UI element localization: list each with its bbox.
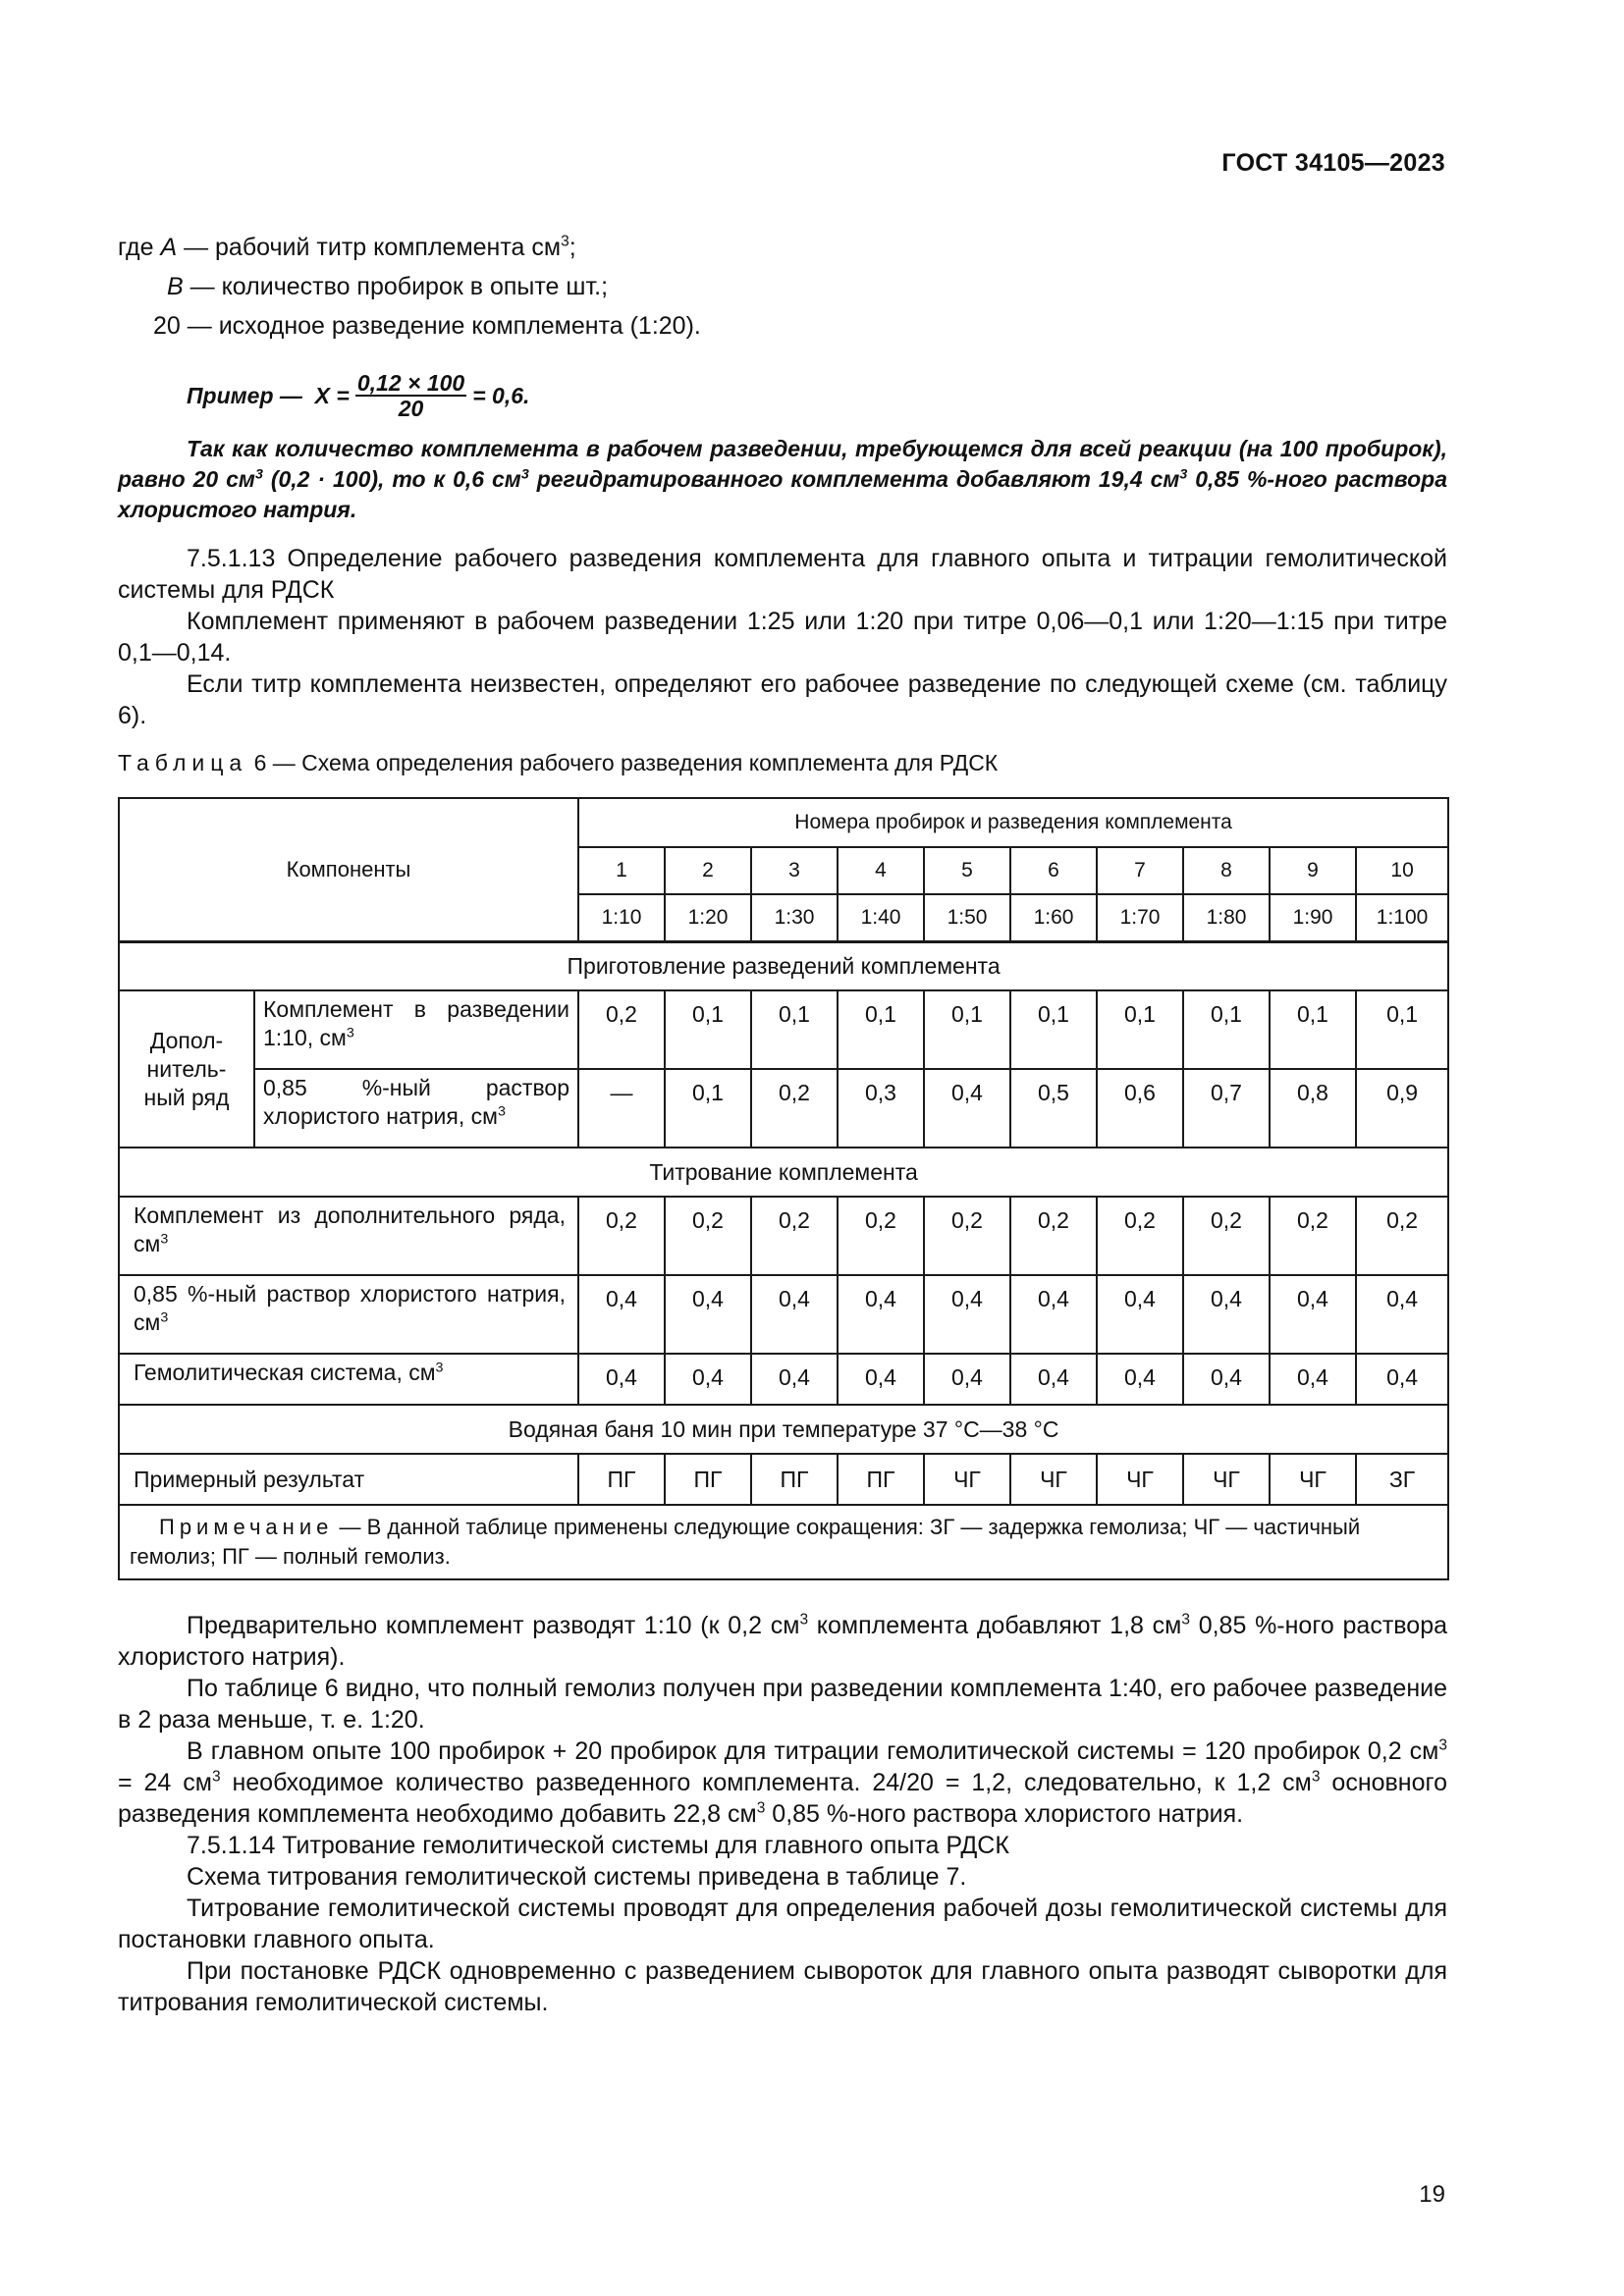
value-cell: 0,2 [578,1197,665,1275]
tube-number: 1 [578,847,665,894]
result-cell: ПГ [838,1454,924,1505]
table-6 [118,797,1449,1580]
value-cell: 0,2 [1010,1197,1097,1275]
table-row [119,1354,1448,1405]
note-row [119,1505,1448,1579]
dilution-cell: 1:60 [1010,894,1097,941]
value-cell: 0,2 [1270,1197,1356,1275]
components-header: Компоненты [119,798,578,941]
tube-number: 6 [1010,847,1097,894]
dilution-cell: 1:20 [665,894,751,941]
value-cell: — [578,1069,665,1148]
section-title-titration: Титрование комплемента [119,1148,1448,1197]
section-7-5-1-13 [118,543,1447,731]
water-bath-row [119,1405,1448,1454]
dilution-cell: 1:40 [838,894,924,941]
value-cell: 0,4 [924,1275,1010,1354]
table-row [119,1275,1448,1354]
section-title: 7.5.1.13 Определение рабочего разведения комплемента для главного опыта и титрации гемолитической системы для РДСК [118,545,1447,604]
lower-text-block [118,1610,1447,2018]
value-cell: 0,2 [665,1197,751,1275]
value-cell: 0,1 [1183,990,1270,1069]
value-cell: 0,1 [838,990,924,1069]
tube-number: 7 [1097,847,1183,894]
section-7-5-1-14-title: 7.5.1.14 Титрование гемолитической системы для главного опыта РДСК [187,1832,1009,1859]
section-row-preparation [119,941,1448,990]
section-7-5-1-14-paragraph-3: При постановке РДСК одновременно с разведением сывороток для главного опыта разводят сыворотки для титрования гемолитической системы. [118,1957,1447,2016]
value-cell: 0,2 [838,1197,924,1275]
dilution-cell: 1:90 [1270,894,1356,941]
value-cell: 0,4 [665,1275,751,1354]
tube-number: 4 [838,847,924,894]
dilution-cell: 1:50 [924,894,1010,941]
page-number: 19 [1419,2181,1445,2208]
result-cell: ПГ [665,1454,751,1505]
example-formula: Пример — X = $\frac{0,12 \times 100}{20}$ = 0,6. [187,370,530,421]
value-cell: 0,4 [578,1275,665,1354]
table-header-row [119,798,1448,847]
value-cell: 0,2 [924,1197,1010,1275]
value-cell: 0,7 [1183,1069,1270,1148]
dilution-cell: 1:30 [751,894,838,941]
value-cell: 0,2 [1183,1197,1270,1275]
section-paragraph-1: Комплемент применяют в рабочем разведении 1:25 или 1:20 при титре 0,06—0,1 или 1:20—1:15 при титре 0,1—0,14. [118,608,1447,667]
additional-row-label: Допол- нитель- ный ряд [119,990,254,1148]
value-cell: 0,5 [1010,1069,1097,1148]
value-cell: 0,4 [751,1354,838,1405]
tube-number: 3 [751,847,838,894]
value-cell: 0,4 [838,1354,924,1405]
tube-number: 9 [1270,847,1356,894]
row-label: Комплемент из дополнительного ряда, $см^3$ [119,1197,578,1275]
standard-header: ГОСТ 34105—2023 [1221,149,1445,177]
value-cell: 0,2 [751,1197,838,1275]
section-title-preparation: Приготовление разведений комплемента [119,941,1448,990]
value-cell: 0,4 [1356,1354,1448,1405]
value-cell: 0,1 [1010,990,1097,1069]
legend-line-a: где A — рабочий титр комплемента $см^3$; [118,233,576,261]
section-7-5-1-14-paragraph-2: Титрование гемолитической системы проводят для определения рабочей дозы гемолитической системы для постановки главного опыта. [118,1895,1447,1953]
result-cell: ЧГ [1010,1454,1097,1505]
value-cell: 0,4 [751,1275,838,1354]
value-cell: 0,1 [924,990,1010,1069]
paragraph-table-result: По таблице 6 видно, что полный гемолиз получен при разведении комплемента 1:40, его рабочее разведение в 2 раза меньше, т. е. 1:20. [118,1675,1447,1734]
table-row [119,1069,1448,1148]
value-cell: 0,1 [751,990,838,1069]
table-row [119,990,1448,1069]
dilution-cell: 1:100 [1356,894,1448,941]
value-cell: 0,1 [665,990,751,1069]
value-cell: 0,1 [1270,990,1356,1069]
row-label: 0,85 %-ный раствор хлористого натрия, $см^3$ [254,1069,578,1148]
result-label: Примерный результат [119,1454,578,1505]
value-cell: 0,2 [1097,1197,1183,1275]
formula-legend [118,228,1447,346]
dilution-cell: 1:80 [1183,894,1270,941]
section-paragraph-2: Если титр комплемента неизвестен, определяют его рабочее разведение по следующей схеме (см. таблицу 6). [118,670,1447,729]
result-cell: ЧГ [924,1454,1010,1505]
value-cell: 0,4 [1183,1354,1270,1405]
row-label: Гемолитическая система, $см^3$ [119,1354,578,1405]
tube-number: 2 [665,847,751,894]
value-cell: 0,4 [924,1354,1010,1405]
result-cell: ПГ [578,1454,665,1505]
row-label: Комплемент в разведении 1:10, $см^3$ [254,990,578,1069]
value-cell: 0,3 [838,1069,924,1148]
result-cell: ЧГ [1183,1454,1270,1505]
value-cell: 0,2 [578,990,665,1069]
value-cell: 0,4 [1270,1275,1356,1354]
value-cell: 0,4 [1010,1354,1097,1405]
value-cell: 0,9 [1356,1069,1448,1148]
value-cell: 0,4 [1097,1354,1183,1405]
value-cell: 0,4 [1270,1354,1356,1405]
value-cell: 0,4 [578,1354,665,1405]
example-block [118,367,1447,525]
section-7-5-1-14-paragraph-1: Схема титрования гемолитической системы приведена в таблице 7. [187,1863,967,1891]
upper-text-block [118,228,1447,731]
result-row [119,1454,1448,1505]
table-note: Примечание — В данной таблице применены следующие сокращения: ЗГ — задержка гемолиза; ЧГ — частичный гемолиз; ПГ — полный гемолиз. [119,1505,1448,1579]
table-row [119,1197,1448,1275]
result-cell: ЗГ [1356,1454,1448,1505]
table-caption: Таблица 6 — Схема определения рабочего разведения комплемента для РДСК [118,750,999,775]
result-cell: ЧГ [1270,1454,1356,1505]
legend-line-b: B — количество пробирок в опыте шт.; [167,273,609,300]
value-cell: 0,4 [1097,1275,1183,1354]
value-cell: 0,1 [665,1069,751,1148]
formula-fraction: $\frac{0,12 \times 100}{20}$ [356,370,465,421]
value-cell: 0,4 [1356,1275,1448,1354]
row-label: 0,85 %-ный раствор хлористого натрия, $см^3$ [119,1275,578,1354]
value-cell: 0,1 [1097,990,1183,1069]
dilution-cell: 1:70 [1097,894,1183,941]
example-paragraph: Так как количество комплемента в рабочем разведении, требующемся для всей реакции (на 100 пробирок), равно 20 $см^3$ (0,2 · 100), то к 0,6 $см^3$ регидратированного комплемента добавляют 19,4 $см^3$ 0,85 %-ного раствора хлористого натрия. [118,436,1448,522]
value-cell: 0,4 [1010,1275,1097,1354]
section-row-titration [119,1148,1448,1197]
paragraph-main-experiment: В главном опыте 100 пробирок + 20 пробирок для титрации гемолитической системы = 120 пробирок 0,2 $см^3 = 24$ $см^3$ необходимое количество разведенного комплемента. 24/20 = 1,2, следовательно, к 1,2 $см^3$ основного разведения комплемента необходимо добавить 22,8 $см^3$ 0,85 %-ного раствора хлористого натрия. [118,1736,1447,1828]
dilution-cell: 1:10 [578,894,665,941]
tube-number: 8 [1183,847,1270,894]
result-cell: ПГ [751,1454,838,1505]
legend-line-20: 20 — исходное разведение комплемента (1:20). [153,312,701,340]
tubes-header: Номера пробирок и разведения комплемента [578,798,1448,847]
tube-number: 10 [1356,847,1448,894]
water-bath-text: Водяная баня 10 мин при температуре 37 °С—38 °С [119,1405,1448,1454]
value-cell: 0,8 [1270,1069,1356,1148]
value-cell: 0,6 [1097,1069,1183,1148]
value-cell: 0,2 [751,1069,838,1148]
result-cell: ЧГ [1097,1454,1183,1505]
value-cell: 0,2 [1356,1197,1448,1275]
value-cell: 0,4 [838,1275,924,1354]
tube-number: 5 [924,847,1010,894]
paragraph-predilution: Предварительно комплемент разводят 1:10 (к 0,2 $см^3$ комплемента добавляют 1,8 $см^3$ 0,85 %-ного раствора хлористого натрия). [118,1611,1447,1671]
value-cell: 0,4 [924,1069,1010,1148]
value-cell: 0,4 [1183,1275,1270,1354]
value-cell: 0,4 [665,1354,751,1405]
value-cell: 0,1 [1356,990,1448,1069]
